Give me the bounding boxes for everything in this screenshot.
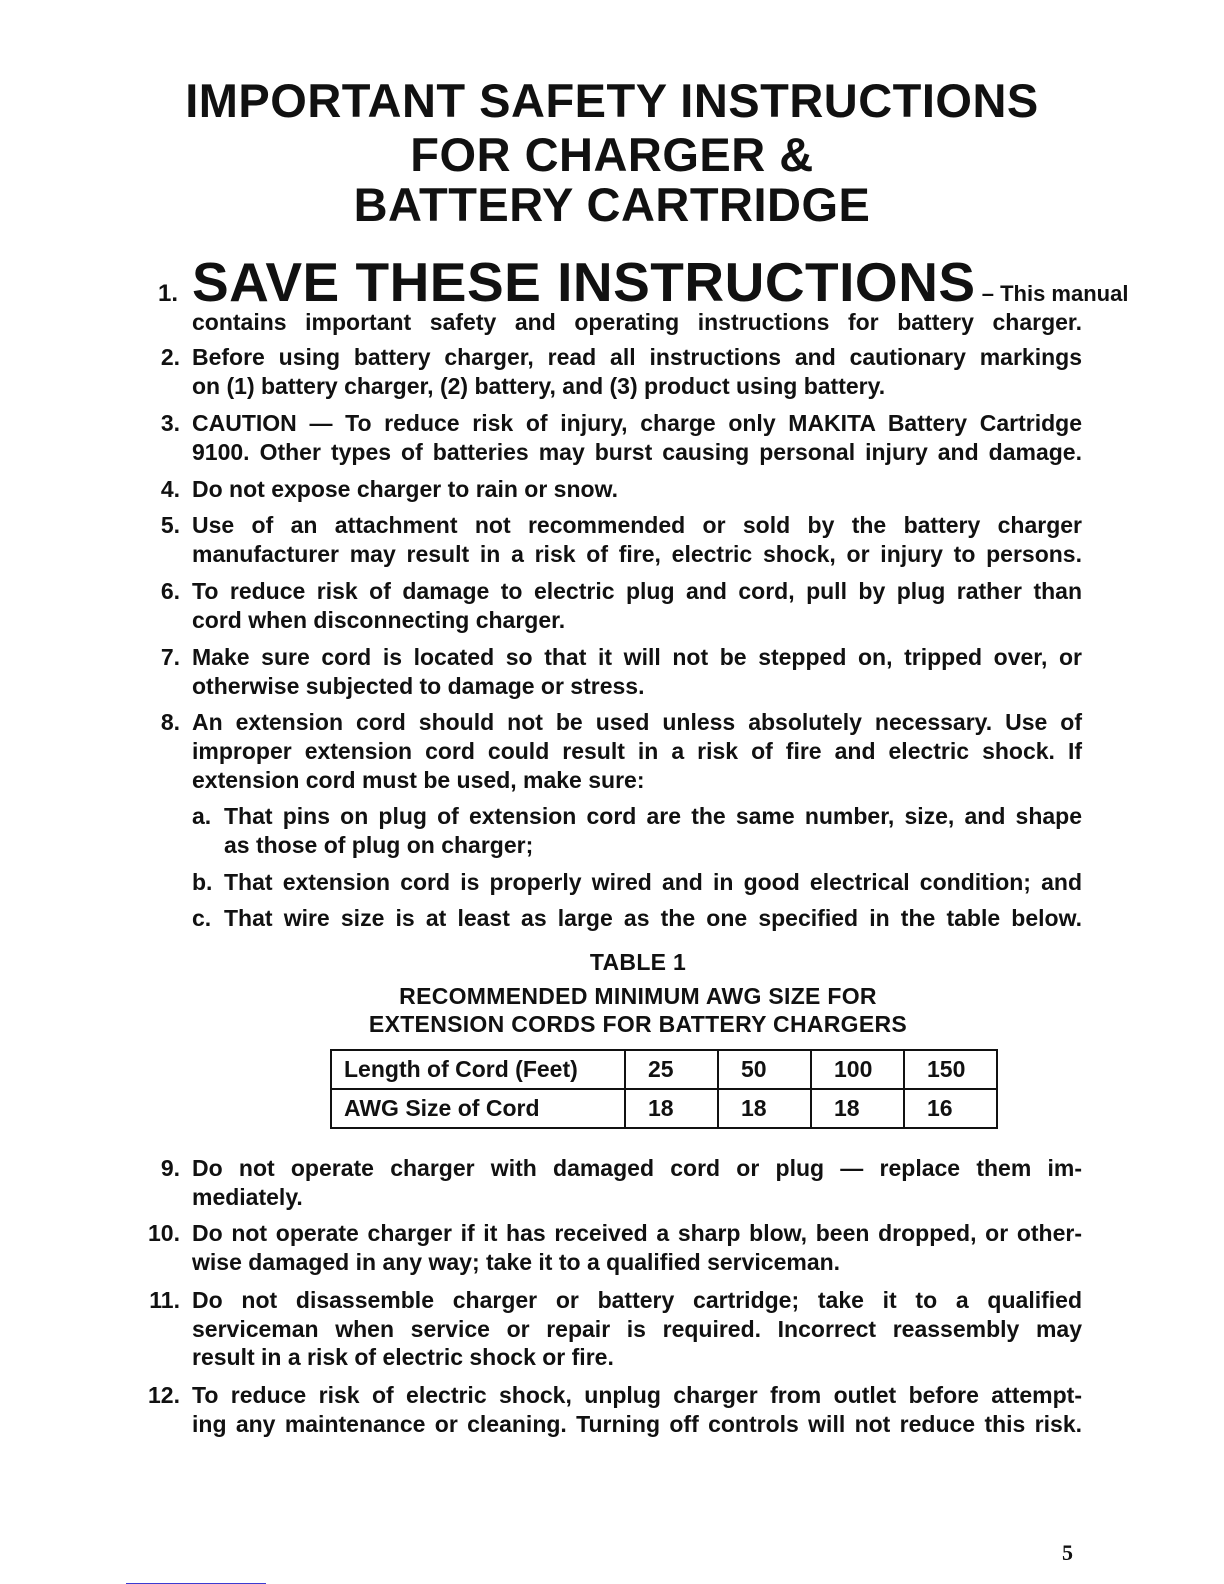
page-title-line-3: BATTERY CARTRIDGE (353, 178, 871, 231)
item-2-line-2: on (1) battery charger, (2) battery, and (3) product using battery. (192, 373, 886, 399)
item-number: 3. (160, 410, 180, 436)
item-5-line-1: Use of an attachment not recommended or sold by the battery charger (192, 512, 1082, 538)
item-8-line-2: improper extension cord could result in a risk of fire and electric shock. If (192, 738, 1082, 764)
item-2-line-1: Before using battery charger, read all instructions and cautionary markings (192, 344, 1082, 370)
item-6-line-1: To reduce risk of damage to electric plug and cord, pull by plug rather than (192, 578, 1082, 604)
item-3-line-1: CAUTION — To reduce risk of injury, charge only MAKITA Battery Cartridge (192, 410, 1082, 436)
table-cell: 18 (811, 1089, 904, 1128)
sub-item-b-line-1: That extension cord is properly wired and in good electrical condition; and (224, 869, 1082, 895)
table-caption: TABLE 1 (589, 949, 687, 975)
table-row-label: AWG Size of Cord (331, 1089, 625, 1128)
item-1-line-2: contains important safety and operating instructions for battery charger. (192, 309, 1082, 335)
item-number: 1. (158, 280, 179, 307)
table-cell: 16 (904, 1089, 997, 1128)
item-12-line-1: To reduce risk of electric shock, unplug charger from outlet before attempt- (192, 1382, 1082, 1408)
item-7-line-2: otherwise subjected to damage or stress. (192, 673, 645, 699)
save-instructions-heading: SAVE THESE INSTRUCTIONS (192, 251, 976, 313)
item-number: 4. (160, 476, 180, 502)
item-number: 12. (148, 1382, 180, 1408)
table-cell: 25 (625, 1050, 718, 1089)
sub-item-a-line-1: That pins on plug of extension cord are the same number, size, and shape (224, 803, 1082, 829)
table-cell: 50 (718, 1050, 811, 1089)
sub-item-letter: c. (192, 905, 212, 931)
item-6-line-2: cord when disconnecting charger. (192, 607, 566, 633)
item-11-line-3: result in a risk of electric shock or fire. (192, 1344, 614, 1370)
item-10-line-1: Do not operate charger if it has received a sharp blow, been dropped, or other- (192, 1220, 1082, 1246)
item-number: 5. (160, 512, 180, 538)
item-11-line-2: serviceman when service or repair is required. Incorrect reassembly may (192, 1316, 1082, 1342)
awg-size-table (330, 1049, 998, 1129)
page-number: 5 (1062, 1540, 1073, 1565)
item-9-line-2: mediately. (192, 1184, 303, 1210)
table-heading-line-2: EXTENSION CORDS FOR BATTERY CHARGERS (368, 1011, 908, 1037)
item-1-text: – This manual (975, 281, 1129, 306)
item-number: 8. (160, 709, 180, 735)
item-3-line-2: 9100. Other types of batteries may burst causing personal injury and damage. (192, 439, 1082, 465)
sub-item-c-line-1: That wire size is at least as large as the one specified in the table below. (224, 905, 1082, 931)
table-cell: 18 (718, 1089, 811, 1128)
item-11-line-1: Do not disassemble charger or battery cartridge; take it to a qualified (192, 1287, 1082, 1313)
item-4-line-1: Do not expose charger to rain or snow. (192, 476, 618, 502)
table-cell: 150 (904, 1050, 997, 1089)
item-7-line-1: Make sure cord is located so that it will not be stepped on, tripped over, or (192, 644, 1082, 670)
item-number: 6. (160, 578, 180, 604)
page-title-line-2: FOR CHARGER & (410, 128, 814, 181)
table-row-label: Length of Cord (Feet) (331, 1050, 625, 1089)
table-row (331, 1050, 997, 1089)
sub-item-letter: b. (192, 869, 213, 895)
item-8-line-3: extension cord must be used, make sure: (192, 767, 645, 793)
page-title-line-1: IMPORTANT SAFETY INSTRUCTIONS (185, 74, 1039, 127)
item-number: 11. (149, 1287, 180, 1313)
sub-item-a-line-2: as those of plug on charger; (224, 832, 534, 858)
item-9-line-1: Do not operate charger with damaged cord or plug — replace them im- (192, 1155, 1082, 1181)
table-cell: 100 (811, 1050, 904, 1089)
item-1-heading (158, 250, 1129, 314)
table-heading-line-1: RECOMMENDED MINIMUM AWG SIZE FOR (399, 983, 877, 1009)
item-number: 7. (160, 644, 180, 670)
item-12-line-2: ing any maintenance or cleaning. Turning off controls will not reduce this risk. (192, 1411, 1082, 1437)
table-cell: 18 (625, 1089, 718, 1128)
item-number: 2. (160, 344, 180, 370)
table-row (331, 1089, 997, 1128)
item-5-line-2: manufacturer may result in a risk of fire, electric shock, or injury to persons. (192, 541, 1082, 567)
item-number: 10. (148, 1220, 180, 1246)
item-10-line-2: wise damaged in any way; take it to a qualified serviceman. (192, 1249, 841, 1275)
sub-item-letter: a. (192, 803, 212, 829)
item-number: 9. (160, 1155, 180, 1181)
item-8-line-1: An extension cord should not be used unless absolutely necessary. Use of (192, 709, 1082, 735)
